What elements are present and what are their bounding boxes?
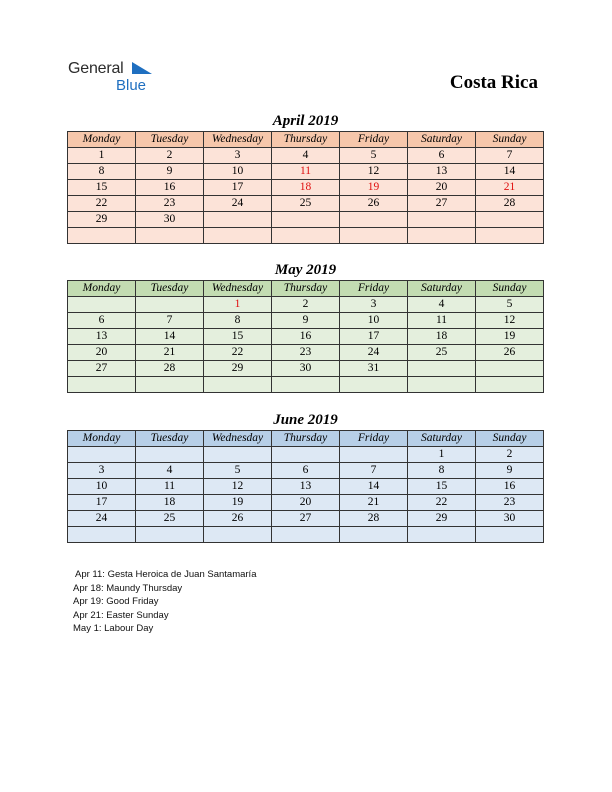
day-cell: 3 [68, 463, 136, 479]
day-cell: 11 [136, 479, 204, 495]
day-cell [340, 212, 408, 228]
day-cell: 25 [408, 345, 476, 361]
day-cell: 5 [476, 297, 544, 313]
month-june [67, 410, 544, 543]
holiday-notes [73, 568, 256, 636]
holiday-note: Apr 18: Maundy Thursday [73, 582, 183, 594]
day-cell [204, 447, 272, 463]
day-cell: 17 [68, 495, 136, 511]
day-cell: 14 [476, 164, 544, 180]
day-cell: 1 [68, 148, 136, 164]
day-cell [408, 527, 476, 543]
week-row [68, 447, 544, 463]
day-cell: 18 [272, 180, 340, 196]
logo-text-blue: Blue [116, 77, 147, 94]
country-title: Costa Rica [449, 72, 538, 93]
week-row [68, 329, 544, 345]
day-cell: 29 [408, 511, 476, 527]
day-cell: 30 [136, 212, 204, 228]
day-cell: 12 [204, 479, 272, 495]
day-cell: 10 [204, 164, 272, 180]
weekday-wednesday: Wednesday [204, 132, 272, 148]
day-cell [340, 377, 408, 393]
day-cell: 16 [476, 479, 544, 495]
day-cell [136, 527, 204, 543]
weekday-header-row [68, 431, 544, 447]
day-cell [340, 228, 408, 244]
week-row [68, 479, 544, 495]
weekday-monday: Monday [68, 132, 136, 148]
day-cell: 31 [340, 361, 408, 377]
day-cell: 9 [136, 164, 204, 180]
day-cell: 25 [272, 196, 340, 212]
weekday-friday: Friday [340, 431, 408, 447]
week-row [68, 361, 544, 377]
calendar-table [67, 131, 544, 244]
day-cell [476, 228, 544, 244]
week-row [68, 495, 544, 511]
day-cell: 16 [136, 180, 204, 196]
day-cell: 24 [68, 511, 136, 527]
day-cell: 1 [408, 447, 476, 463]
day-cell: 10 [340, 313, 408, 329]
day-cell: 4 [272, 148, 340, 164]
day-cell: 15 [408, 479, 476, 495]
weekday-thursday: Thursday [272, 132, 340, 148]
day-cell [272, 377, 340, 393]
day-cell [204, 527, 272, 543]
week-row [68, 148, 544, 164]
weekday-tuesday: Tuesday [136, 132, 204, 148]
day-cell: 3 [340, 297, 408, 313]
day-cell: 25 [136, 511, 204, 527]
day-cell: 28 [136, 361, 204, 377]
day-cell: 4 [408, 297, 476, 313]
day-cell: 14 [136, 329, 204, 345]
weekday-friday: Friday [340, 132, 408, 148]
day-cell: 19 [476, 329, 544, 345]
day-cell: 13 [68, 329, 136, 345]
day-cell: 12 [476, 313, 544, 329]
weekday-monday: Monday [68, 431, 136, 447]
day-cell: 27 [272, 511, 340, 527]
day-cell: 24 [204, 196, 272, 212]
day-cell [204, 212, 272, 228]
day-cell: 15 [68, 180, 136, 196]
weekday-saturday: Saturday [408, 431, 476, 447]
week-row [68, 313, 544, 329]
week-row [68, 527, 544, 543]
day-cell: 29 [204, 361, 272, 377]
day-cell: 21 [340, 495, 408, 511]
calendar-table [67, 280, 544, 393]
general-blue-logo [68, 60, 178, 100]
day-cell: 11 [272, 164, 340, 180]
weekday-sunday: Sunday [476, 281, 544, 297]
day-cell: 14 [340, 479, 408, 495]
weekday-tuesday: Tuesday [136, 431, 204, 447]
day-cell: 8 [68, 164, 136, 180]
weekday-sunday: Sunday [476, 132, 544, 148]
day-cell: 17 [204, 180, 272, 196]
day-cell [272, 527, 340, 543]
day-cell: 23 [272, 345, 340, 361]
week-row [68, 297, 544, 313]
day-cell [68, 297, 136, 313]
logo-triangle-icon [132, 62, 154, 78]
weekday-thursday: Thursday [272, 281, 340, 297]
day-cell [136, 228, 204, 244]
day-cell [476, 212, 544, 228]
day-cell: 9 [476, 463, 544, 479]
month-title: April 2019 [272, 113, 339, 129]
weekday-thursday: Thursday [272, 431, 340, 447]
day-cell: 19 [204, 495, 272, 511]
week-row [68, 463, 544, 479]
day-cell: 7 [340, 463, 408, 479]
weekday-monday: Monday [68, 281, 136, 297]
day-cell: 2 [476, 447, 544, 463]
day-cell: 3 [204, 148, 272, 164]
day-cell: 26 [204, 511, 272, 527]
day-cell: 6 [272, 463, 340, 479]
holiday-note: Apr 11: Gesta Heroica de Juan Santamaría [75, 569, 257, 580]
day-cell: 28 [340, 511, 408, 527]
day-cell [408, 228, 476, 244]
weekday-sunday: Sunday [476, 431, 544, 447]
day-cell: 19 [340, 180, 408, 196]
day-cell: 9 [272, 313, 340, 329]
day-cell [408, 377, 476, 393]
week-row [68, 196, 544, 212]
weekday-header-row [68, 132, 544, 148]
week-row [68, 180, 544, 196]
day-cell [476, 527, 544, 543]
day-cell [136, 297, 204, 313]
day-cell: 5 [204, 463, 272, 479]
day-cell [476, 361, 544, 377]
week-row [68, 228, 544, 244]
day-cell: 20 [68, 345, 136, 361]
day-cell: 2 [136, 148, 204, 164]
day-cell: 8 [408, 463, 476, 479]
month-may [67, 260, 544, 393]
weekday-saturday: Saturday [408, 132, 476, 148]
weekday-wednesday: Wednesday [204, 281, 272, 297]
day-cell: 20 [408, 180, 476, 196]
day-cell [272, 447, 340, 463]
month-title: May 2019 [274, 262, 337, 278]
day-cell: 13 [408, 164, 476, 180]
day-cell: 4 [136, 463, 204, 479]
day-cell: 15 [204, 329, 272, 345]
day-cell [68, 228, 136, 244]
week-row [68, 164, 544, 180]
day-cell: 29 [68, 212, 136, 228]
day-cell: 11 [408, 313, 476, 329]
day-cell [408, 361, 476, 377]
holiday-note: Apr 21: Easter Sunday [73, 609, 169, 621]
day-cell [204, 377, 272, 393]
weekday-header-row [68, 281, 544, 297]
day-cell: 6 [68, 313, 136, 329]
week-row [68, 212, 544, 228]
day-cell: 27 [68, 361, 136, 377]
day-cell: 30 [476, 511, 544, 527]
weekday-saturday: Saturday [408, 281, 476, 297]
day-cell: 22 [408, 495, 476, 511]
holiday-note: Apr 19: Good Friday [73, 596, 159, 608]
day-cell: 18 [408, 329, 476, 345]
day-cell: 24 [340, 345, 408, 361]
week-row [68, 345, 544, 361]
day-cell [272, 228, 340, 244]
day-cell [272, 212, 340, 228]
day-cell: 21 [476, 180, 544, 196]
day-cell: 12 [340, 164, 408, 180]
day-cell: 17 [340, 329, 408, 345]
day-cell [340, 527, 408, 543]
day-cell: 1 [204, 297, 272, 313]
month-april [67, 111, 544, 244]
day-cell: 16 [272, 329, 340, 345]
holiday-note: May 1: Labour Day [73, 623, 154, 635]
day-cell: 7 [136, 313, 204, 329]
day-cell: 23 [136, 196, 204, 212]
day-cell: 21 [136, 345, 204, 361]
day-cell [476, 377, 544, 393]
day-cell [136, 377, 204, 393]
day-cell: 27 [408, 196, 476, 212]
day-cell: 6 [408, 148, 476, 164]
day-cell: 2 [272, 297, 340, 313]
day-cell: 22 [204, 345, 272, 361]
day-cell: 23 [476, 495, 544, 511]
day-cell [340, 447, 408, 463]
day-cell [408, 212, 476, 228]
day-cell: 26 [340, 196, 408, 212]
week-row [68, 377, 544, 393]
day-cell: 28 [476, 196, 544, 212]
day-cell: 13 [272, 479, 340, 495]
weekday-wednesday: Wednesday [204, 431, 272, 447]
weekday-tuesday: Tuesday [136, 281, 204, 297]
day-cell: 26 [476, 345, 544, 361]
day-cell: 7 [476, 148, 544, 164]
day-cell [68, 377, 136, 393]
day-cell [136, 447, 204, 463]
day-cell: 10 [68, 479, 136, 495]
day-cell: 20 [272, 495, 340, 511]
week-row [68, 511, 544, 527]
day-cell: 18 [136, 495, 204, 511]
day-cell: 8 [204, 313, 272, 329]
logo-text-general: General [68, 60, 124, 77]
day-cell [204, 228, 272, 244]
day-cell: 5 [340, 148, 408, 164]
day-cell [68, 527, 136, 543]
day-cell: 22 [68, 196, 136, 212]
weekday-friday: Friday [340, 281, 408, 297]
calendar-table [67, 430, 544, 543]
day-cell: 30 [272, 361, 340, 377]
month-title: June 2019 [273, 412, 338, 428]
day-cell [68, 447, 136, 463]
